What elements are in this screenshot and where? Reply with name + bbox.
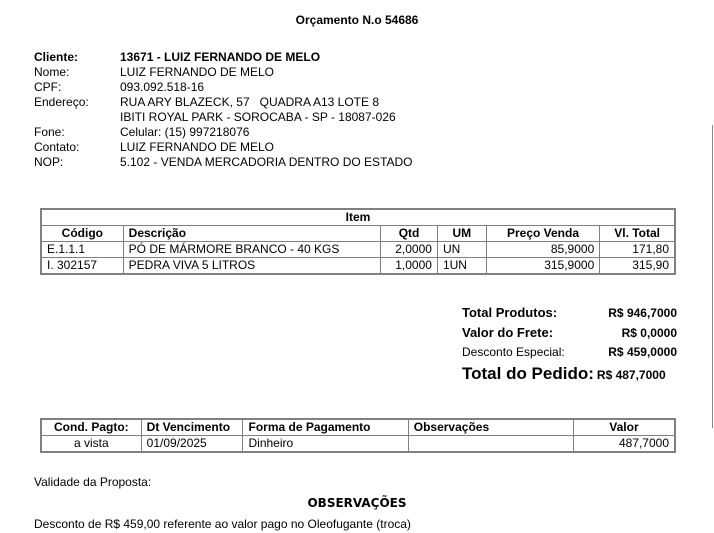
validade-label: Validade da Proposta: bbox=[34, 475, 152, 489]
client-row-nome bbox=[34, 65, 413, 80]
client-value: 13671 - LUIZ FERNANDO DE MELO bbox=[120, 50, 321, 64]
document-title: Orçamento N.o 54686 bbox=[295, 13, 419, 27]
cell-vl-total: 171,80 bbox=[600, 242, 674, 258]
table-row bbox=[42, 258, 674, 273]
client-row-cpf bbox=[34, 80, 413, 95]
fone-value: Celular: (15) 997218076 bbox=[120, 125, 250, 139]
endereco-label: Endereço: bbox=[34, 95, 89, 109]
client-row-cliente bbox=[34, 50, 413, 65]
client-row-contato bbox=[34, 140, 413, 155]
cell-codigo: E.1.1.1 bbox=[42, 242, 124, 258]
cell-observacoes bbox=[409, 436, 574, 451]
desconto-row bbox=[462, 345, 677, 364]
contato-label: Contato: bbox=[34, 140, 80, 154]
client-label: Cliente: bbox=[34, 50, 79, 64]
table-row bbox=[42, 242, 674, 258]
endereco-2-value: IBITI ROYAL PARK - SOROCABA - SP - 18087-026 bbox=[120, 110, 396, 124]
total-pedido-row bbox=[462, 364, 677, 388]
col-header-observacoes: Observações bbox=[409, 420, 574, 436]
payment-header-row bbox=[42, 420, 674, 436]
col-header-forma-pagamento: Forma de Pagamento bbox=[243, 420, 408, 436]
totals-block bbox=[462, 305, 677, 388]
observacoes-text: Desconto de R$ 459,00 referente ao valor pago no Oleofugante (troca) bbox=[34, 517, 411, 531]
client-row-endereco-2 bbox=[34, 110, 413, 125]
cell-dt-vencimento: 01/09/2025 bbox=[142, 436, 244, 451]
cell-descricao: PÓ DE MÁRMORE BRANCO - 40 KGS bbox=[124, 242, 381, 258]
col-header-valor: Valor bbox=[574, 420, 674, 436]
cell-preco-venda: 85,9000 bbox=[487, 242, 601, 258]
nop-label: NOP: bbox=[34, 155, 64, 169]
col-header-qtd: Qtd bbox=[381, 226, 438, 242]
items-caption: Item bbox=[42, 210, 674, 226]
items-caption-row bbox=[42, 210, 674, 226]
total-produtos-row bbox=[462, 305, 677, 325]
frete-label: Valor do Frete: bbox=[462, 325, 554, 340]
contato-value: LUIZ FERNANDO DE MELO bbox=[120, 140, 275, 154]
nome-value: LUIZ FERNANDO DE MELO bbox=[120, 65, 275, 79]
total-produtos-value: R$ 946,7000 bbox=[608, 306, 677, 320]
total-produtos-label: Total Produtos: bbox=[462, 305, 558, 320]
endereco-value: RUA ARY BLAZECK, 57 QUADRA A13 LOTE 8 bbox=[120, 95, 380, 109]
total-pedido-value: R$ 487,7000 bbox=[596, 368, 666, 382]
col-header-um: UM bbox=[438, 226, 487, 242]
client-row-fone bbox=[34, 125, 413, 140]
col-header-cond-pagto: Cond. Pagto: bbox=[42, 420, 142, 436]
vertical-scrollbar[interactable] bbox=[712, 125, 713, 428]
nop-value: 5.102 - VENDA MERCADORIA DENTRO DO ESTADO bbox=[120, 155, 413, 169]
cell-um: UN bbox=[438, 242, 487, 258]
desconto-value: R$ 459,0000 bbox=[608, 345, 677, 359]
col-header-vl-total: Vl. Total bbox=[600, 226, 674, 242]
col-header-descricao: Descrição bbox=[124, 226, 381, 242]
col-header-dt-vencimento: Dt Vencimento bbox=[142, 420, 244, 436]
cpf-value: 093.092.518-16 bbox=[120, 80, 205, 94]
observacoes-title: OBSERVAÇÕES bbox=[307, 496, 407, 510]
cell-forma-pagamento: Dinheiro bbox=[243, 436, 408, 451]
cell-cond-pagto: a vista bbox=[42, 436, 142, 451]
desconto-label: Desconto Especial: bbox=[462, 345, 565, 359]
nome-label: Nome: bbox=[34, 65, 70, 79]
frete-value: R$ 0,0000 bbox=[621, 326, 677, 340]
cell-valor: 487,7000 bbox=[618, 436, 669, 450]
cell-qtd: 1,0000 bbox=[381, 258, 438, 273]
cell-qtd: 2,0000 bbox=[381, 242, 438, 258]
cell-um: 1UN bbox=[438, 258, 487, 273]
payment-table bbox=[40, 418, 676, 453]
client-row-nop bbox=[34, 155, 413, 170]
table-row bbox=[42, 436, 674, 451]
cell-preco-venda: 315,9000 bbox=[487, 258, 601, 273]
fone-label: Fone: bbox=[34, 125, 65, 139]
cell-codigo: I. 302157 bbox=[42, 258, 124, 273]
items-header-row bbox=[42, 226, 674, 242]
col-header-preco-venda: Preço Venda bbox=[487, 226, 601, 242]
total-pedido-label: Total do Pedido: bbox=[462, 364, 594, 383]
col-header-codigo: Código bbox=[42, 226, 124, 242]
cpf-label: CPF: bbox=[34, 80, 62, 94]
client-row-endereco bbox=[34, 95, 413, 110]
cell-descricao: PEDRA VIVA 5 LITROS bbox=[124, 258, 381, 273]
frete-row bbox=[462, 325, 677, 345]
items-table bbox=[40, 208, 676, 275]
endereco-2-label bbox=[34, 110, 120, 125]
cell-vl-total: 315,90 bbox=[632, 258, 669, 272]
client-info bbox=[34, 50, 413, 170]
